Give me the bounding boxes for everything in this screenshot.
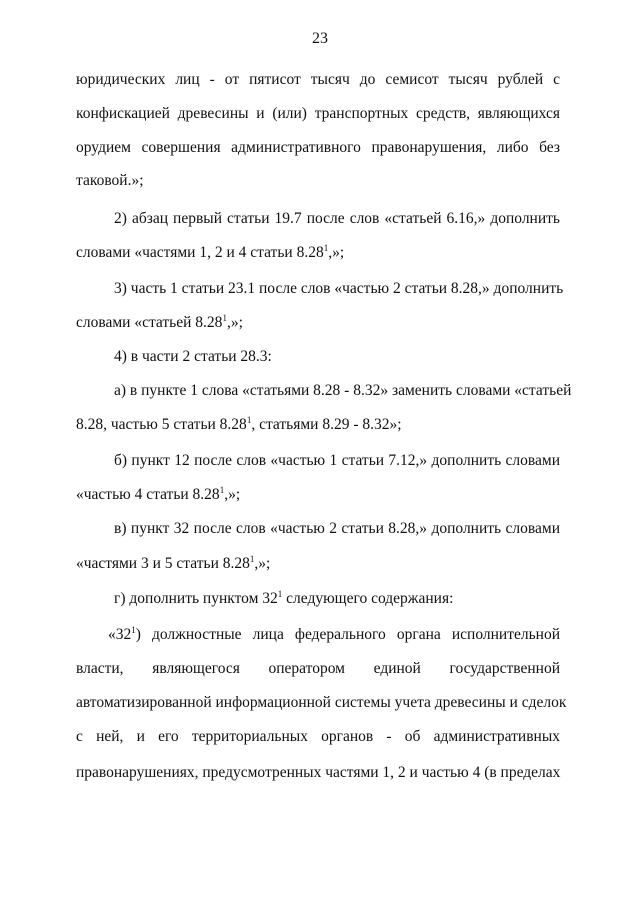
- text-line: [76, 313, 560, 333]
- text-span: ,»;: [224, 486, 241, 503]
- paragraph-3-line: [114, 279, 564, 299]
- text-span: [108, 626, 560, 643]
- text-span: «32: [108, 626, 132, 643]
- text-span: , статьями 8.29 - 8.32»;: [251, 416, 402, 433]
- paragraph-2-line: [114, 209, 560, 229]
- superscript: 1: [246, 415, 252, 425]
- text-span: «частями 3 и 5 статьи 8.28: [76, 555, 250, 572]
- text-span: г) дополнить пунктом 32: [114, 590, 278, 607]
- text-line: [76, 554, 560, 574]
- text-line: [76, 138, 560, 158]
- superscript: 1: [219, 485, 225, 495]
- text-line: [76, 485, 560, 505]
- text-span: словами «статьей 8.28: [76, 314, 223, 331]
- superscript: 1: [277, 589, 283, 599]
- superscript: 1: [249, 554, 255, 564]
- superscript: 1: [323, 243, 329, 253]
- text-span: власти, являющегося оператором единой государственной: [76, 660, 560, 677]
- text-span: 3) часть 1 статьи 23.1 после слов «частью 2 статьи 8.28,» дополнить: [114, 280, 564, 297]
- text-span: ) должностные лица федерального органа исполнительной: [135, 626, 560, 643]
- text-span: а) в пункте 1 слова «статьями 8.28 - 8.32» заменить словами «статьей: [114, 382, 572, 399]
- text-span: правонарушениях, предусмотренных частями 1, 2 и частью 4 (в пределах: [76, 764, 561, 781]
- subparagraph-b-line: [114, 451, 560, 471]
- paragraph-4-line: [114, 347, 560, 367]
- text-span: юридических лиц - от пятисот тысяч до семисот тысяч рублей с: [76, 71, 560, 88]
- text-span: 4) в части 2 статьи 28.3:: [114, 348, 272, 365]
- text-line: [76, 727, 560, 747]
- subparagraph-g-line: [114, 589, 560, 609]
- page-number: 23: [312, 30, 328, 47]
- text-line: [76, 693, 567, 713]
- text-line: [76, 104, 560, 124]
- text-line: [76, 171, 560, 191]
- text-span: таковой.»;: [76, 172, 144, 189]
- text-span: ,»;: [226, 314, 243, 331]
- text-span: ,»;: [328, 244, 345, 261]
- superscript: 1: [222, 313, 227, 323]
- text-span: 8.28, частью 5 статьи 8.28: [76, 416, 247, 433]
- text-span: б) пункт 12 после слов «частью 1 статьи 7.12,» дополнить словами: [114, 452, 560, 469]
- text-span: конфискацией древесины и (или) транспортных средств, являющихся: [76, 105, 560, 122]
- text-span: автоматизированной информационной системы учета древесины и сделок: [76, 694, 567, 711]
- text-span: орудием совершения административного правонарушения, либо без: [76, 139, 560, 156]
- subparagraph-a-line: [114, 381, 572, 401]
- text-line: [76, 415, 560, 435]
- text-span: 2) абзац первый статьи 19.7 после слов «статьей 6.16,» дополнить: [114, 210, 560, 227]
- text-line: [76, 243, 560, 263]
- text-line: [76, 70, 560, 90]
- subparagraph-v-line: [114, 519, 560, 539]
- text-span: «частью 4 статьи 8.28: [76, 486, 220, 503]
- text-span: ,»;: [254, 555, 271, 572]
- text-line: [76, 763, 560, 783]
- point-32-1-line: [108, 625, 560, 645]
- text-line: [76, 659, 560, 679]
- text-span: с ней, и его территориальных органов - об административных: [76, 728, 560, 745]
- text-span: следующего содержания:: [282, 590, 454, 607]
- text-span: словами «частями 1, 2 и 4 статьи 8.28: [76, 244, 324, 261]
- text-span: в) пункт 32 после слов «частью 2 статьи 8.28,» дополнить словами: [114, 520, 560, 537]
- superscript: 1: [131, 625, 136, 635]
